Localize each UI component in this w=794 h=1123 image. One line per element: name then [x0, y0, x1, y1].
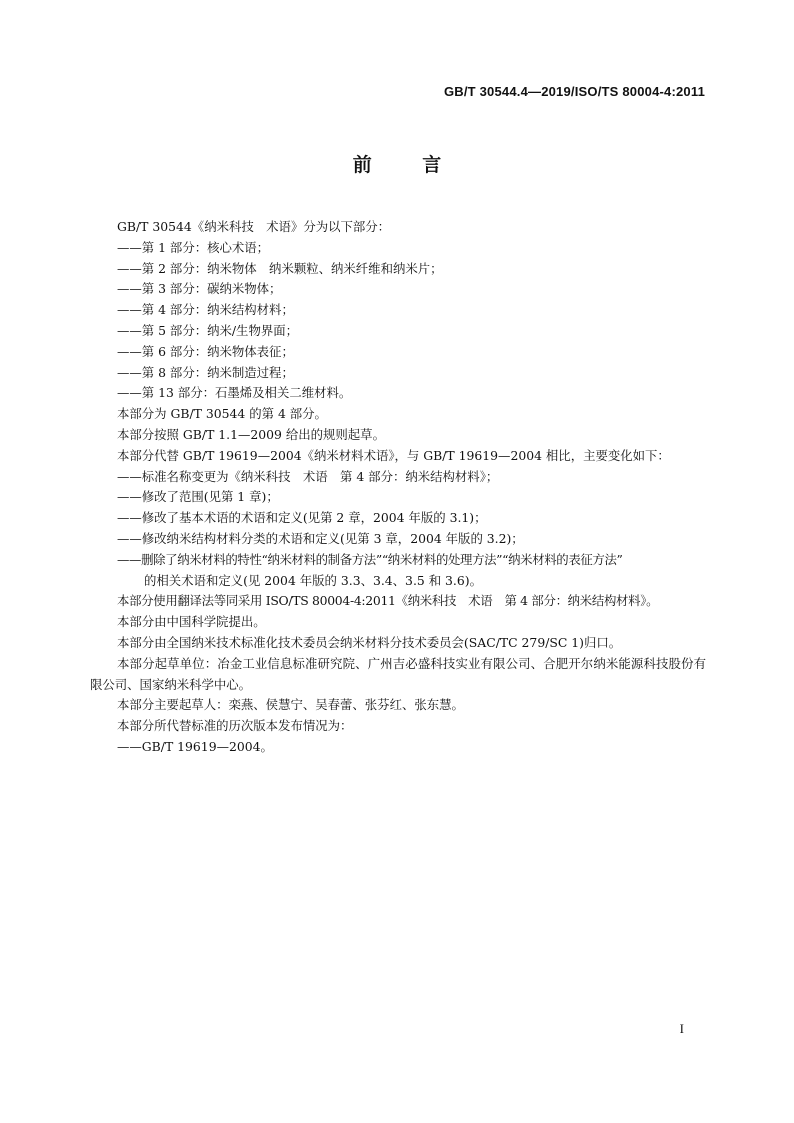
centralized-by-paragraph: 本部分由全国纳米技术标准化技术委员会纳米材料分技术委员会(SAC/TC 279/SC 1)归口。 [117, 634, 622, 650]
drafting-rules-paragraph: 本部分按照 GB/T 1.1—2009 给出的规则起草。 [117, 426, 385, 442]
foreword-body [90, 217, 706, 758]
page-number: I [679, 1021, 684, 1036]
drafters-paragraph: 本部分主要起草人：栾燕、侯慧宁、吴春蕾、张芬红、张东慧。 [117, 697, 464, 713]
part-item: ——第 3 部分：碳纳米物体； [117, 281, 282, 297]
standard-code: GB/T 30544.4—2019/ISO/TS 80004-4:2011 [443, 84, 705, 99]
part-item: ——第 4 部分：纳米结构材料； [117, 302, 294, 318]
part-item: ——第 6 部分：纳米物体表征； [117, 343, 294, 359]
change-item: ——修改纳米结构材料分类的术语和定义(见第 3 章，2004 年版的 3.2)； [117, 530, 524, 546]
part-item: ——第 5 部分：纳米/生物界面； [117, 322, 299, 338]
part-item: ——第 13 部分：石墨烯及相关二维材料。 [117, 385, 352, 401]
change-item: ——删除了纳米材料的特性“纳米材料的制备方法”“纳米材料的处理方法”“纳米材料的表征方法” [117, 551, 623, 567]
change-item: ——标准名称变更为《纳米科技 术语 第 4 部分：纳米结构材料》； [117, 468, 499, 484]
drafting-units-paragraph: 本部分起草单位：冶金工业信息标准研究院、广州吉必盛科技实业有限公司、合肥开尔纳米能源科技股份有限公司、国家纳米科学中心。 [90, 655, 706, 692]
part-item: ——第 2 部分：纳米物体 纳米颗粒、纳米纤维和纳米片； [117, 260, 443, 276]
change-item: ——修改了范围(见第 1 章)； [117, 489, 279, 505]
page-title: 前 言 [352, 154, 442, 176]
this-part-paragraph: 本部分为 GB/T 30544 的第 4 部分。 [117, 406, 327, 422]
translation-paragraph: 本部分使用翻译法等同采用 ISO/TS 80004-4:2011《纳米科技 术语 第 4 部分：纳米结构材料》。 [117, 593, 659, 609]
intro-paragraph: GB/T 30544《纳米科技 术语》分为以下部分： [117, 219, 391, 234]
history-item: ——GB/T 19619—2004。 [117, 738, 273, 754]
change-item-continuation: 的相关术语和定义(见 2004 年版的 3.3、3.4、3.5 和 3.6)。 [144, 572, 482, 588]
history-intro-paragraph: 本部分所代替标准的历次版本发布情况为： [117, 718, 353, 734]
replaces-paragraph: 本部分代替 GB/T 19619—2004《纳米材料术语》，与 GB/T 19619—2004 相比，主要变化如下： [117, 447, 670, 463]
part-item: ——第 8 部分：纳米制造过程； [117, 364, 294, 380]
change-item: ——修改了基本术语的术语和定义(见第 2 章，2004 年版的 3.1)； [117, 510, 487, 526]
part-item: ——第 1 部分：核心术语； [117, 239, 270, 255]
proposed-by-paragraph: 本部分由中国科学院提出。 [117, 614, 266, 630]
